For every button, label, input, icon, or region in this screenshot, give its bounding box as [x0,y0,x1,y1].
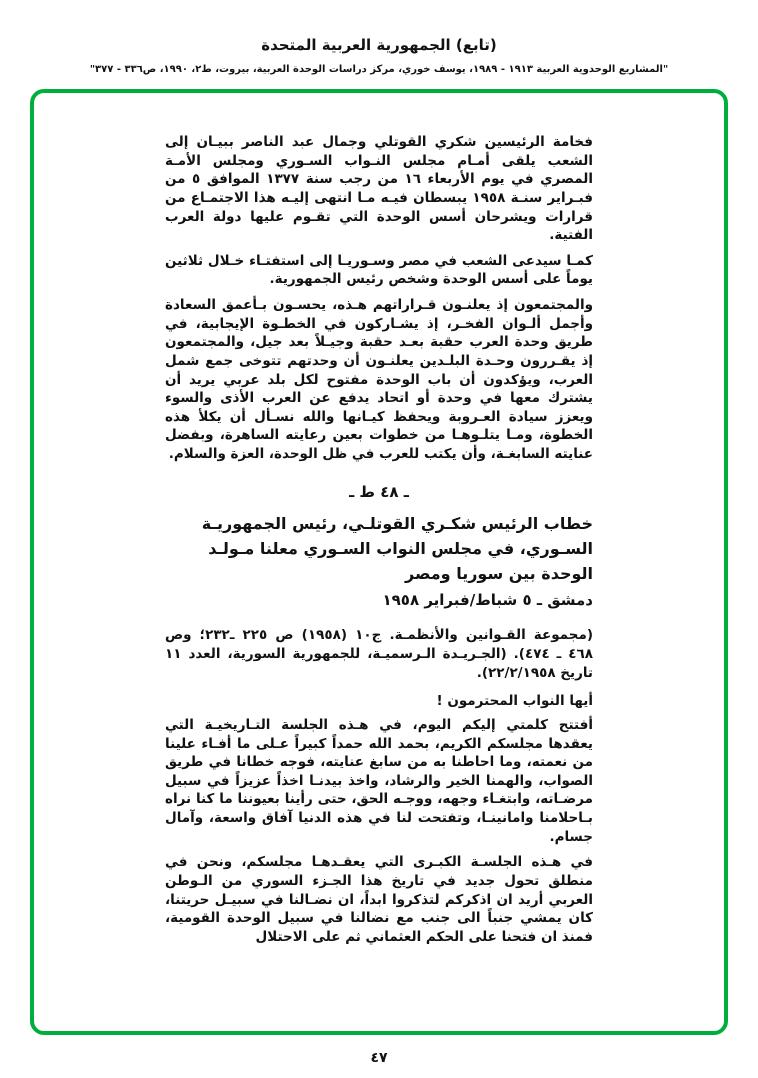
salutation: أيها النواب المحترمون ! [436,693,593,710]
header-citation: "المشاريع الوحدوية العربية ١٩١٣ - ١٩٨٩، يوسف خوري، مركز دراسات الوحدة العربية، بيروت، ط٢، ١٩٩٠، ص٣٣٦ - ٣٧٧" [89,64,669,75]
paragraph-speech-1: أفتتح كلمتي إليكم اليوم، في هـذه الجلسة التـاريخيـة التي يعقدها مجلسكم الكريم، بحمد الله حمداً كبيراً عـلى ما أفـاء علينا من نعمته، وما احاطنا به من سابغ عنايته، فوجه خطانا في طريق الصواب، والهمنا الخير والرشاد، واخذ بيدنـا اخذاً عزيزاً في سبيل مرضـاته، وابتغـاء وجهه، ووجـه الحق، حتى رأينا بعيوننا ما كنا نراه بـاحلامنا وامانينـا، وتفتحت لنا في هذه الدنيا آفاق واسعة، وآمال جسام. [165,716,593,845]
section-title-line-2: السـوري، في مجلس النواب السـوري معلنا مـولـد [208,539,593,559]
paragraph-communique-2: كمـا سيدعى الشعب في مصر وسـوريـا إلى استفتـاء خـلال ثلاثين يوماً على أسس الوحدة وشخص رئيس الجمهورية. [165,252,593,288]
paragraph-speech-2: في هـذه الجلسـة الكبـرى التي يعقـدهـا مجلسكم، ونحن في منطلق تحول جديد في تاريخ هذا الجـزء السوري من الـوطن العربي أريد ان اذكركم لتذكروا ابداً، ان نضـالنا في سبيـل حريتنا، كان يمشي جنباً الى جنب مع نضالنا في سبيل الوحدة القومية، فمنذ ان فتحنا على الحكم العثماني ثم على الاحتلال [165,854,593,945]
section-title-line-3: الوحدة بين سوريا ومصر [405,563,593,583]
reference-note: (مجموعة القـوانين والأنظمـة. ج١٠ (١٩٥٨) ص ٢٢٥ ـ٢٣٢؛ وص ٤٦٨ ـ ٤٧٤). (الجـريـدة الـرسميـة، للجمهورية السورية، العدد ١١ تاريخ ٢٢/٢/١٩٥٨). [165,627,593,681]
page-header [0,0,758,75]
section-date: دمشق ـ ٥ شباط/فبراير ١٩٥٨ [382,590,593,609]
document-body [165,93,593,946]
paragraph-communique-1: فخامة الرئيسين شكري القوتلي وجمال عبد الناصر ببيـان إلى الشعب يلقى أمـام مجلس النـواب السـوري ومجلس الأمـة المصري في يوم الأربعاء ١٦ من رجب سنة ١٣٧٧ الموافق ٥ من فبـراير سنـة ١٩٥٨ يبسطان فيـه مـا انتهى إليـه هذا الاجتمـاع من قرارات ويشرحان أسس الوحدة التي تقـوم عليها دولة العرب الفتية. [165,134,593,244]
green-frame [30,89,728,1035]
header-title: (تابع) الجمهورية العربية المتحدة [261,36,497,54]
paragraph-communique-3: والمجتمعون إذ يعلنـون قـراراتهم هـذه، يحسـون بـأعمق السعادة وأجمل ألـوان الفخـر، إذ يشـاركون في الخطـوة الإيجابية، في طريق وحدة العرب حقبة بعـد حقبة وجيـلاً بعد جيل، والمجتمعون إذ يقـررون وحـدة البلـدين يعلنـون أن وحدتهم تتوخى جمع شمل العرب، ويؤكدون أن باب الوحدة مفتوح لكل بلد عربي يريد أن يشترك معها في وحدة أو اتحاد يدفع عن العرب الأذى والسوء ويعزز سيادة العـروبة ويحفظ كيـانها والله نسـأل أن يكلأ هذه الخطوة، ومـا يتلـوهـا من خطوات بعين رعايته الساهرة، وبفضل عنايته السابغـة، وأن يكتب للعرب في ظل الوحدة، العزة والسلام. [165,297,593,462]
section-heading [165,482,593,611]
page-number: ٤٧ [370,1050,388,1066]
section-number: ـ ٤٨ ط ـ [349,482,409,501]
section-title-line-1: خطاب الرئيس شكـري القوتلـي، رئيس الجمهوريـة [201,514,593,534]
